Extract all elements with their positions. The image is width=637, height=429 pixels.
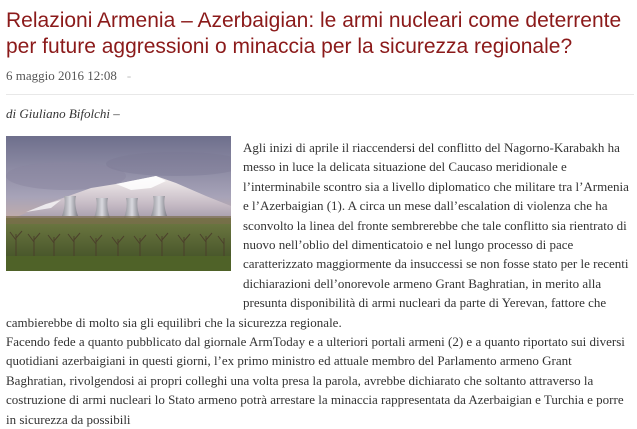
author-byline: di Giuliano Bifolchi – — [6, 106, 120, 121]
paragraph-2: Facendo fede a quanto pubblicato dal giornale ArmToday e a ulteriori portali armeni (2) e a quanto riportato sui diversi quotidiani azerbaigiani in questi giorni, l’ex primo ministro ed attuale membro del Parlamento armeno Grant Baghratian, rivolgendosi ai propri colleghi una volta presa la parola, avrebbe dichiarato che soltanto attraverso la costruzione di armi nucleari lo Stato armeno potrà arrestare la minaccia rappresentata da Azerbaigian e Turchia e porre in sicurezza da possibili — [6, 334, 625, 427]
meta-separator: - — [126, 68, 132, 83]
article-meta — [6, 68, 131, 84]
paragraph-1: Agli inizi di aprile il riaccendersi del conflitto del Nagorno-Karabakh ha messo in luce la delicata situazione del Caucaso meridionale e l’interminabile scontro sia a livello diplomatico che militare tra l’Armenia e l’Azerbaigian (1). A circa un mese dall’escalation di violenza che ha sconvolto la linea del fronte sembrerebbe che tale conflitto sia rientrato di nuovo nell’oblio del dimenticatoio e nel lungo processo di pace caratterizzato maggiormente da insuccessi se non fosse stato per le recenti dichiarazioni dell’onorevole armeno Grant Baghratian, in merito alla presunta disponibilità di armi nucleari da parte di Yerevan, fattore che cambierebbe di molto sia gli equilibri che la sicurezza regionale. — [6, 140, 629, 330]
image-spacer — [6, 138, 243, 294]
divider — [6, 94, 634, 95]
article-title[interactable]: Relazioni Armenia – Azerbaigian: le armi nucleari come deterrente per future aggressioni o minaccia per la sicurezza regionale? — [6, 9, 622, 58]
article-body — [6, 138, 630, 429]
publish-date: 6 maggio 2016 12:08 — [6, 68, 117, 83]
